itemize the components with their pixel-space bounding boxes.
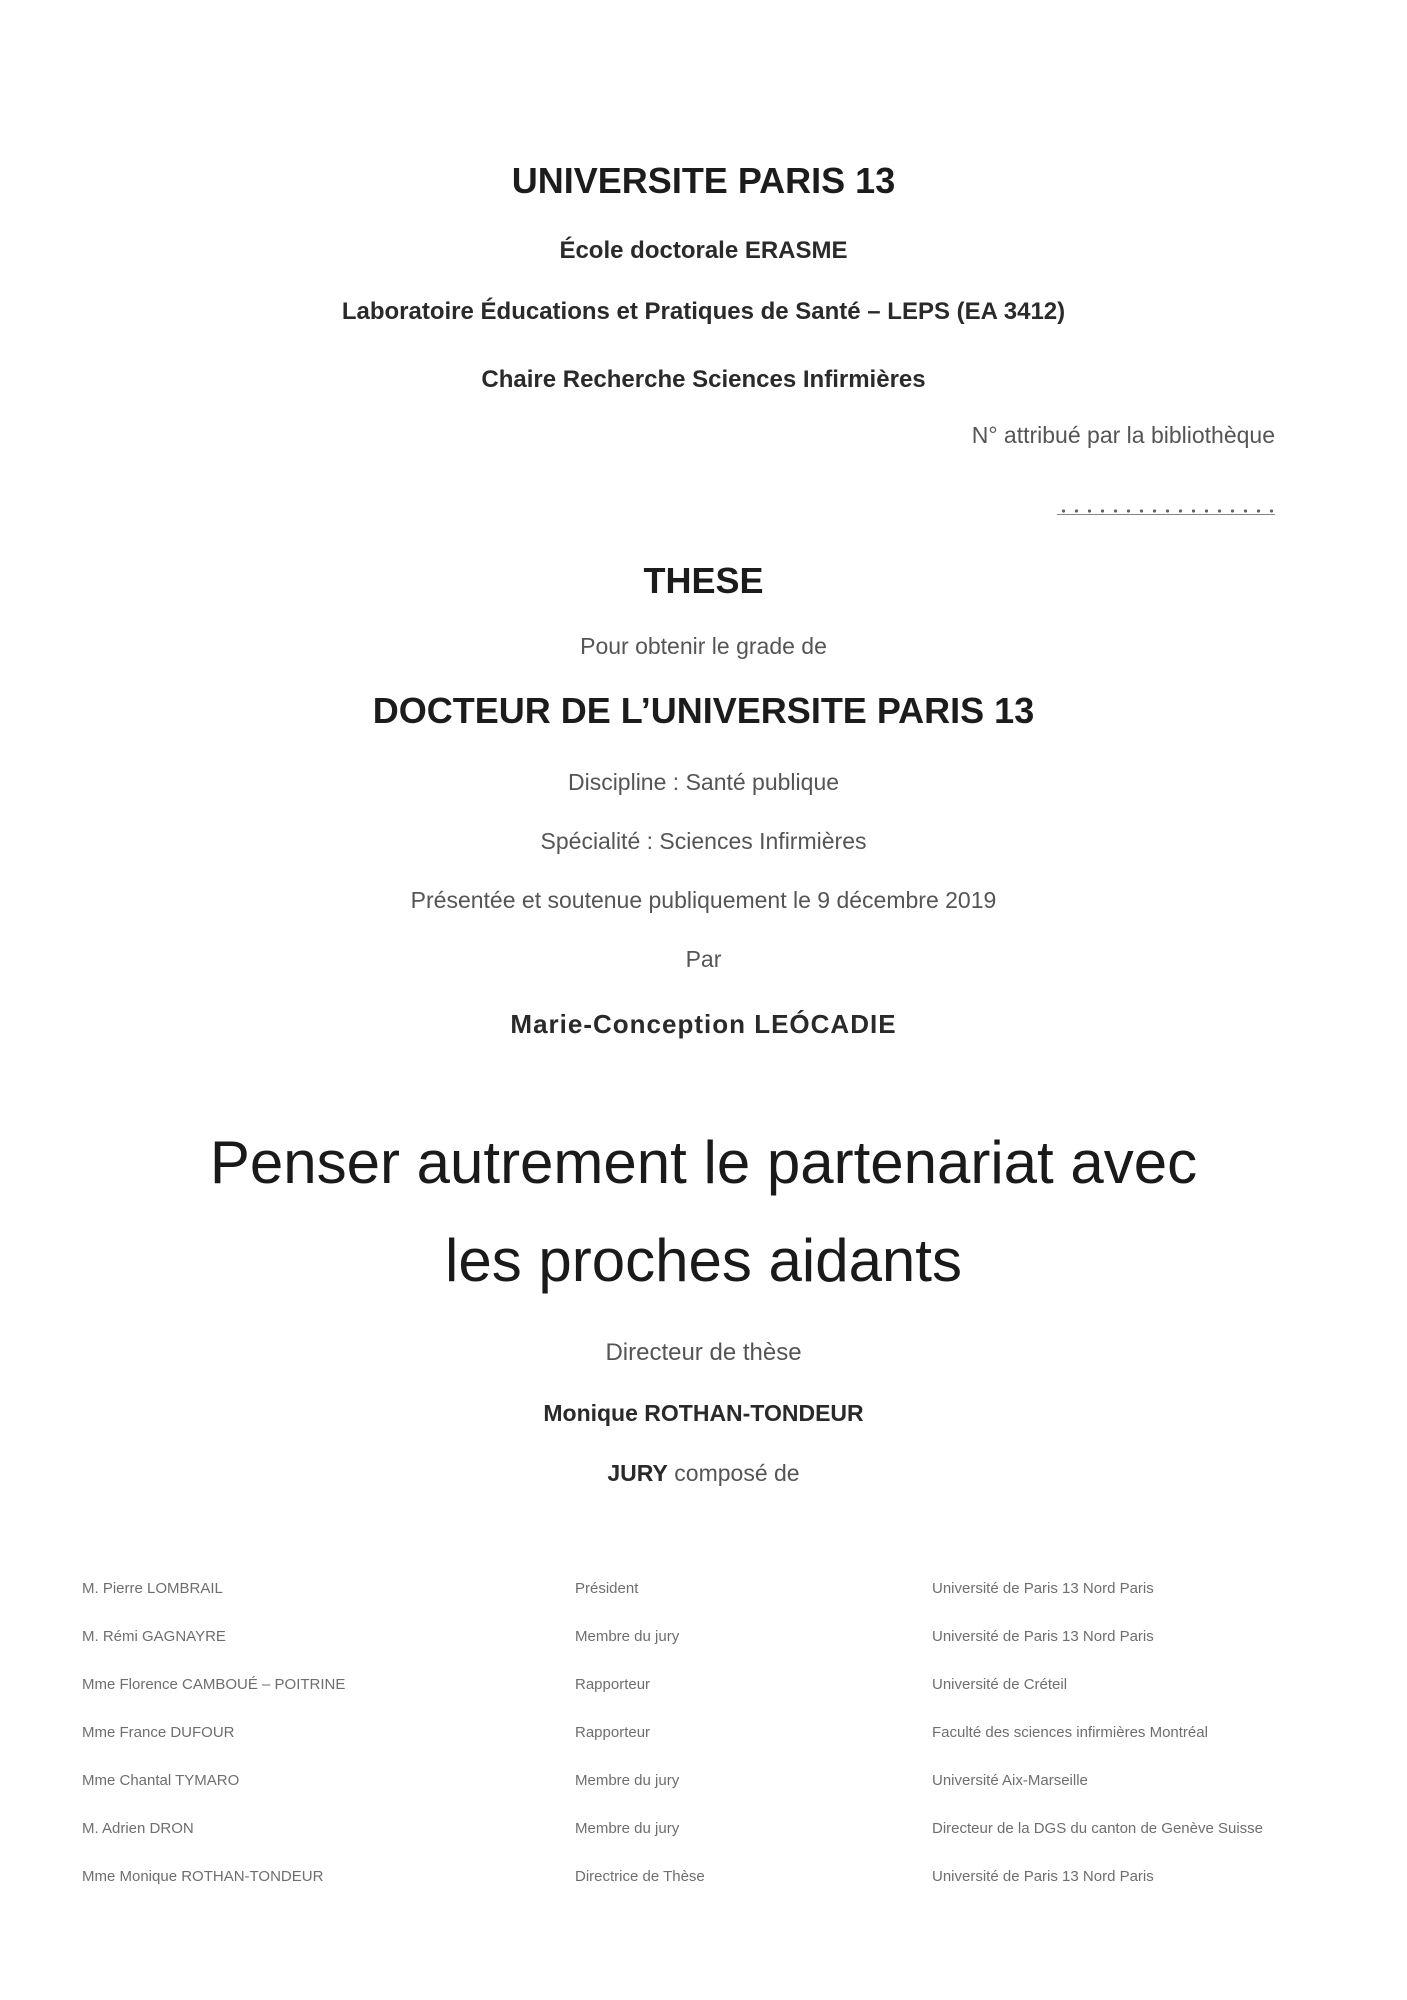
jury-table xyxy=(82,1580,1342,1916)
library-number-label: N° attribué par la bibliothèque xyxy=(971,422,1275,448)
jury-row xyxy=(82,1724,1342,1772)
thesis-heading: THESE xyxy=(643,560,764,601)
jury-member-name: Mme Florence CAMBOUÉ – POITRINE xyxy=(82,1676,346,1693)
director-label: Directeur de thèse xyxy=(605,1339,802,1366)
jury-member-name: M. Adrien DRON xyxy=(82,1820,194,1837)
jury-member-name: Mme Monique ROTHAN-TONDEUR xyxy=(82,1868,324,1885)
jury-member-institution: Université de Paris 13 Nord Paris xyxy=(932,1868,1154,1885)
discipline: Discipline : Santé publique xyxy=(567,769,840,795)
jury-member-role: Membre du jury xyxy=(575,1772,680,1789)
jury-member-role: Rapporteur xyxy=(575,1676,651,1693)
jury-member-institution: Université de Paris 13 Nord Paris xyxy=(932,1628,1154,1645)
thesis-title-line-2: les proches aidants xyxy=(445,1227,962,1294)
jury-member-role: Directrice de Thèse xyxy=(575,1868,705,1885)
jury-row xyxy=(82,1820,1342,1868)
library-number-placeholder xyxy=(1057,508,1275,515)
jury-member-institution: Université de Créteil xyxy=(932,1676,1068,1693)
degree-title: DOCTEUR DE L’UNIVERSITE PARIS 13 xyxy=(372,690,1035,731)
research-chair: Chaire Recherche Sciences Infirmières xyxy=(481,366,926,393)
doctoral-school: École doctorale ERASME xyxy=(559,237,848,264)
jury-member-institution: Université Aix-Marseille xyxy=(932,1772,1088,1789)
jury-row xyxy=(82,1628,1342,1676)
jury-row xyxy=(82,1868,1342,1916)
defense-date: Présentée et soutenue publiquement le 9 décembre 2019 xyxy=(410,887,997,913)
jury-member-role: Membre du jury xyxy=(575,1628,680,1645)
jury-member-name: Mme Chantal TYMARO xyxy=(82,1772,240,1789)
author-name: Marie-Conception LEÓCADIE xyxy=(510,1009,897,1039)
jury-row xyxy=(82,1676,1342,1724)
jury-row xyxy=(82,1772,1342,1820)
jury-member-institution: Directeur de la DGS du canton de Genève Suisse xyxy=(932,1820,1264,1837)
laboratory-name: Laboratoire Éducations et Pratiques de Santé – LEPS (EA 3412) xyxy=(341,298,1066,325)
jury-member-role: Membre du jury xyxy=(575,1820,680,1837)
jury-member-name: M. Pierre LOMBRAIL xyxy=(82,1580,223,1597)
jury-member-institution: Université de Paris 13 Nord Paris xyxy=(932,1580,1154,1597)
jury-suffix: composé de xyxy=(667,1460,800,1486)
by-label: Par xyxy=(685,946,722,972)
university-name: UNIVERSITE PARIS 13 xyxy=(511,160,896,201)
jury-row xyxy=(82,1580,1342,1628)
jury-member-name: M. Rémi GAGNAYRE xyxy=(82,1628,226,1645)
jury-label: JURY xyxy=(607,1460,668,1486)
degree-intro: Pour obtenir le grade de xyxy=(580,633,827,659)
thesis-title-line-1: Penser autrement le partenariat avec xyxy=(209,1129,1198,1196)
jury-heading xyxy=(0,1460,1407,1487)
specialty: Spécialité : Sciences Infirmières xyxy=(540,828,867,854)
jury-member-name: Mme France DUFOUR xyxy=(82,1724,235,1741)
jury-member-role: Rapporteur xyxy=(575,1724,651,1741)
jury-member-institution: Faculté des sciences infirmières Montréal xyxy=(932,1724,1208,1741)
director-name: Monique ROTHAN-TONDEUR xyxy=(543,1400,864,1426)
jury-member-role: Président xyxy=(575,1580,639,1597)
